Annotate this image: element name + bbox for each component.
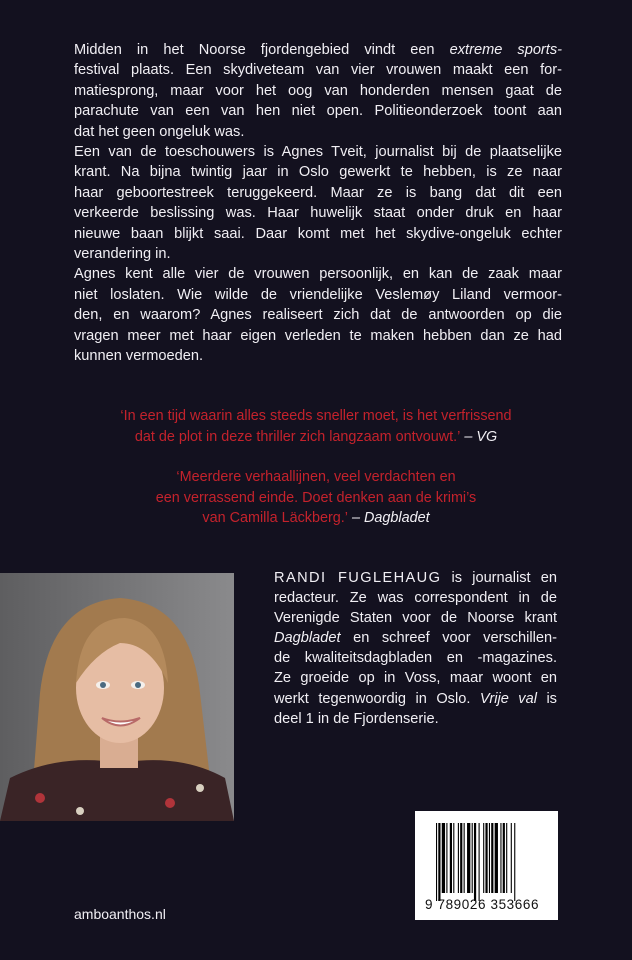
quote-line: van Camilla Läckberg.’: [202, 510, 348, 527]
quote-line: ‘Meerdere verhaallijnen, veel verdachten en: [176, 469, 456, 485]
barcode-bar: [506, 823, 507, 893]
barcode-bar: [458, 823, 459, 893]
barcode-bar: [500, 823, 501, 893]
isbn-barcode: [415, 811, 558, 920]
blurb-line: [74, 40, 562, 60]
quote-source: – Dagbladet: [347, 510, 430, 527]
bio-text: werkt tegenwoordig in Oslo.: [274, 690, 480, 707]
blurb-line: haar geboortestreek teruggekeerd. Maar ze is bang dat dit een: [74, 184, 562, 201]
review-quote-vg: [0, 406, 632, 447]
author-name: RANDI FUGLEHAUG: [274, 570, 442, 586]
barcode-bar: [472, 823, 473, 893]
barcode-bar: [495, 823, 498, 893]
quote-line: ‘In een tijd waarin alles steeds sneller moet, is het verfrissend: [120, 408, 512, 424]
bio-line: Ze groeide op in Voss, maar woont en: [274, 670, 557, 687]
barcode-bar: [503, 823, 505, 893]
blurb-italic: extreme sports-: [449, 42, 563, 58]
bio-line: redacteur. Ze was correspondent in de: [274, 590, 557, 607]
blurb-line: Een van de toeschouwers is Agnes Tveit, journalist bij de plaatselijke: [74, 144, 562, 161]
bio-text: is journalist en: [441, 570, 557, 586]
bio-line: Verenigde Staten voor de Noorse krant: [274, 610, 557, 627]
barcode-bars: [436, 823, 542, 901]
quote-line: een verrassend einde. Doet denken aan de krimi’s: [155, 489, 477, 506]
blurb-line: niet loslaten. Wie wilde de vriendelijke Veslemøy Liland vermoor-: [74, 286, 562, 303]
barcode-bar: [514, 823, 515, 901]
quote-line: dat de plot in deze thriller zich langzaam ontvouwt.’: [134, 428, 461, 445]
barcode-bar: [479, 823, 480, 901]
barcode-bar: [438, 823, 440, 901]
barcode-bar: [511, 823, 512, 893]
blurb-line: nieuwe baan blijkt saai. Daar komt met het skydive-ongeluk echter: [74, 225, 562, 242]
blurb-line: matiesprong, maar voor het oog van honderden mensen gaat de: [74, 82, 562, 99]
blurb-text: [74, 40, 562, 367]
bio-text: en schreef voor verschillen-: [340, 630, 557, 647]
barcode-bar: [474, 823, 476, 901]
barcode-bar: [489, 823, 490, 893]
quote-source: – VG: [460, 428, 498, 445]
blurb-line: kunnen vermoeden.: [74, 348, 203, 365]
bio-line: de kwaliteitsdagbladen en -magazines.: [274, 650, 557, 667]
barcode-bar: [467, 823, 470, 893]
barcode-bar: [460, 823, 462, 893]
publisher-website: amboanthos.nl: [74, 906, 166, 922]
barcode-bar: [453, 823, 454, 893]
blurb-line: parachute van een van hen niet open. Politieonderzoek toont aan: [74, 103, 562, 120]
barcode-bar: [464, 823, 465, 893]
barcode-bar: [491, 823, 493, 893]
blurb-line: dat het geen ongeluk was.: [74, 123, 245, 140]
bio-line: deel 1 in de Fjordenserie.: [274, 710, 439, 727]
review-quote-dagbladet: [0, 467, 632, 529]
book-title: Vrije val: [479, 690, 537, 707]
blurb-line: verandering in.: [74, 246, 171, 263]
isbn-number: 9 789026 353666: [425, 897, 540, 912]
barcode-bar: [436, 823, 437, 901]
blurb-line: vragen meer met haar eigen verleden te maken hebben dan ze had: [74, 327, 562, 344]
author-bio: [274, 568, 557, 729]
blurb-line: festival plaats. Een skydiveteam van vier vrouwen maakt een for-: [74, 62, 562, 79]
bio-text: is: [536, 690, 557, 707]
blurb-text-segment: Midden in het Noorse fjordengebied vindt een: [74, 42, 450, 58]
barcode-bar: [450, 823, 452, 893]
barcode-bar: [442, 823, 445, 893]
bio-italic: Dagbladet: [274, 630, 341, 647]
author-photo: [0, 573, 234, 821]
blurb-line: verkeerde beslissing was. Haar huwelijk staat onder druk en haar: [74, 205, 562, 222]
blurb-line: den, en waarom? Agnes realiseert zich dat de antwoorden op die: [74, 307, 562, 324]
barcode-bar: [446, 823, 447, 893]
barcode-bar: [483, 823, 484, 893]
blurb-line: Agnes kent alle vier de vrouwen persoonlijk, en kan de zaak maar: [74, 266, 562, 283]
blurb-line: krant. Na bijna twintig jaar in Oslo gewerkt te hebben, is ze naar: [74, 164, 562, 181]
barcode-bar: [485, 823, 487, 893]
